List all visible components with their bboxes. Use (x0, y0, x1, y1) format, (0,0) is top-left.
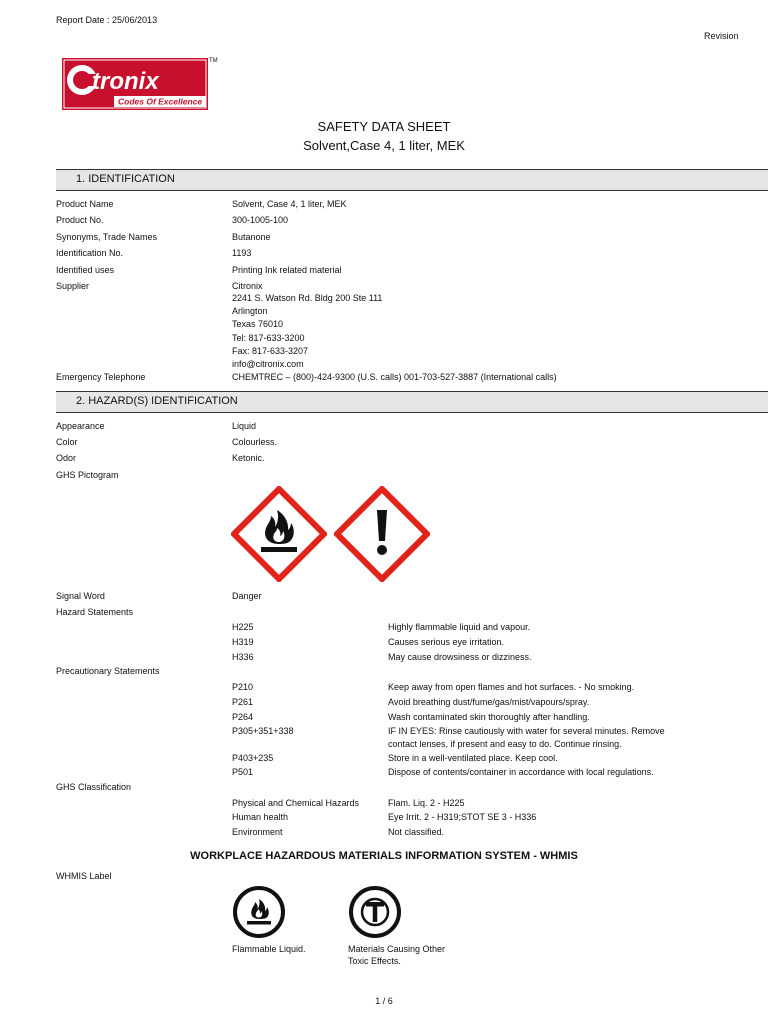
precautionary-statements-label: Precautionary Statements (56, 666, 160, 676)
identified-uses-value: Printing Ink related material (232, 265, 342, 275)
revision-label: Revision (704, 31, 739, 41)
classification-value: Not classified. (388, 827, 445, 837)
precaution-text: Store in a well-ventilated place. Keep cool. (388, 753, 558, 763)
hazard-code: H319 (232, 637, 254, 647)
precaution-code: P264 (232, 712, 254, 722)
precaution-code: P501 (232, 767, 254, 777)
ghs-pictogram-label: GHS Pictogram (56, 470, 119, 480)
precaution-code: P210 (232, 682, 254, 692)
odor-label: Odor (56, 453, 77, 463)
flame-icon (231, 486, 327, 584)
logo-tm: TM (209, 58, 218, 64)
appearance-label: Appearance (56, 421, 105, 431)
whmis-flame-icon (232, 885, 286, 939)
product-no-value: 300-1005-100 (232, 215, 289, 225)
color-value: Colourless. (232, 437, 278, 447)
synonyms-value: Butanone (232, 232, 271, 242)
color-label: Color (56, 437, 78, 447)
exclamation-icon (334, 486, 430, 584)
precaution-text: Dispose of contents/container in accordance with local regulations. (388, 767, 654, 777)
ghs-classification-label: GHS Classification (56, 782, 132, 792)
product-title: Solvent,Case 4, 1 liter, MEK (303, 138, 465, 153)
supplier-email: info@citronix.com (232, 359, 304, 369)
precaution-text: IF IN EYES: Rinse cautiously with water for several minutes. Remove (388, 726, 665, 736)
svg-text:tronix: tronix (92, 68, 159, 95)
hazard-text: Causes serious eye irritation. (388, 637, 505, 647)
section-1-title: 1. IDENTIFICATION (76, 173, 175, 185)
odor-value: Ketonic. (232, 453, 265, 463)
hazard-text: Highly flammable liquid and vapour. (388, 622, 531, 632)
supplier-line: Tel: 817-633-3200 (232, 333, 305, 343)
product-no-label: Product No. (56, 215, 104, 225)
identification-no-value: 1193 (232, 248, 252, 258)
emergency-telephone-value: CHEMTREC – (800)-424-9300 (U.S. calls) 001-703-527-3887 (International calls) (232, 372, 557, 382)
precaution-text-continued: contact lenses, if present and easy to do. Continue rinsing. (388, 739, 622, 749)
whmis-caption-flammable: Flammable Liquid. (232, 944, 306, 954)
citronix-logo (62, 58, 208, 110)
report-date: Report Date : 25/06/2013 (56, 15, 158, 25)
product-name-label: Product Name (56, 199, 114, 209)
logo-tagline: Codes Of Excellence (118, 96, 203, 107)
section-2-title: 2. HAZARD(S) IDENTIFICATION (76, 395, 238, 407)
supplier-line: Fax: 817-633-3207 (232, 346, 309, 356)
identified-uses-label: Identified uses (56, 265, 115, 275)
whmis-toxic-t-icon (348, 885, 402, 939)
supplier-line: Citronix (232, 281, 263, 291)
identification-no-label: Identification No. (56, 248, 124, 258)
whmis-caption-toxic-line2: Toxic Effects. (348, 956, 401, 966)
classification-category: Human health (232, 812, 289, 822)
precaution-code: P403+235 (232, 753, 274, 763)
whmis-label: WHMIS Label (56, 871, 112, 881)
appearance-value: Liquid (232, 421, 257, 431)
hazard-code: H225 (232, 622, 254, 632)
classification-category: Environment (232, 827, 283, 837)
product-name-value: Solvent, Case 4, 1 liter, MEK (232, 199, 347, 209)
emergency-telephone-label: Emergency Telephone (56, 372, 146, 382)
precaution-text: Wash contaminated skin thoroughly after handling. (388, 712, 590, 722)
classification-value: Flam. Liq. 2 - H225 (388, 798, 465, 808)
supplier-line: Arlington (232, 306, 268, 316)
supplier-line: Texas 76010 (232, 319, 284, 329)
supplier-label: Supplier (56, 281, 90, 291)
document-title: SAFETY DATA SHEET (317, 119, 451, 134)
hazard-code: H336 (232, 652, 254, 662)
synonyms-label: Synonyms, Trade Names (56, 232, 158, 242)
supplier-line: 2241 S. Watson Rd. Bldg 200 Ste 111 (232, 293, 383, 303)
whmis-title: WORKPLACE HAZARDOUS MATERIALS INFORMATION SYSTEM - WHMIS (190, 850, 578, 862)
hazard-text: May cause drowsiness or dizziness. (388, 652, 532, 662)
precaution-text: Keep away from open flames and hot surfaces. - No smoking. (388, 682, 635, 692)
precaution-code: P305+351+338 (232, 726, 294, 736)
precaution-code: P261 (232, 697, 254, 707)
signal-word-label: Signal Word (56, 591, 105, 601)
page-number: 1 / 6 (375, 996, 393, 1006)
classification-category: Physical and Chemical Hazards (232, 798, 360, 808)
hazard-statements-label: Hazard Statements (56, 607, 134, 617)
whmis-caption-toxic: Materials Causing Other (348, 944, 446, 954)
classification-value: Eye Irrit. 2 - H319;STOT SE 3 - H336 (388, 812, 537, 822)
signal-word-value: Danger (232, 591, 262, 601)
precaution-text: Avoid breathing dust/fume/gas/mist/vapours/spray. (388, 697, 590, 707)
